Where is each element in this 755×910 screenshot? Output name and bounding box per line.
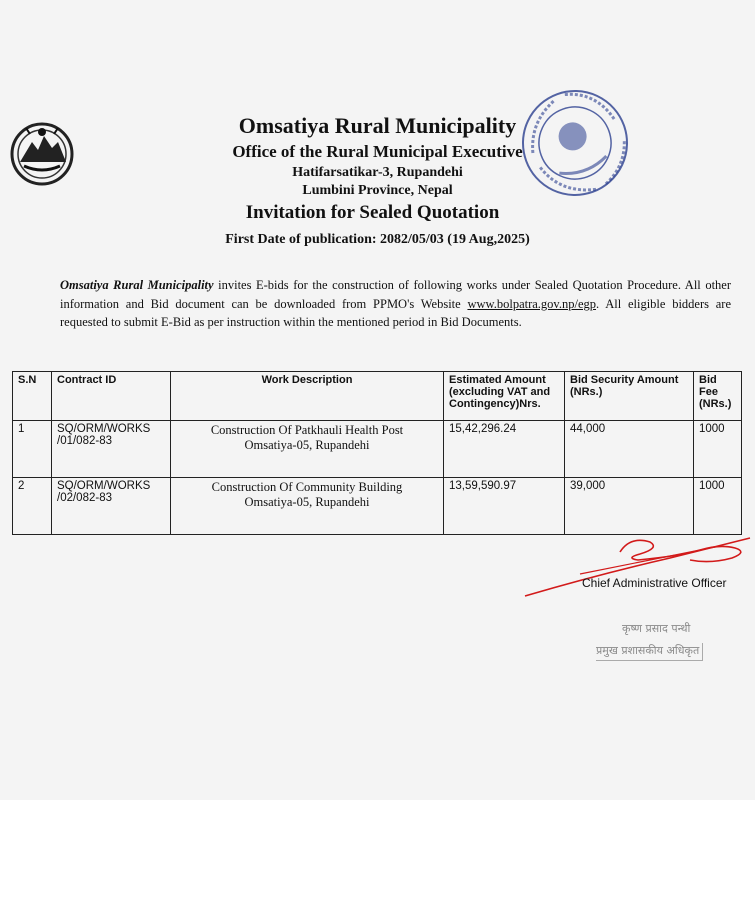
col-contract-id: Contract ID [52,372,171,421]
cell-work-description [171,478,444,535]
signatory-designation: Chief Administrative Officer [582,576,727,590]
address-line-2: Lumbini Province, Nepal [302,183,453,198]
office-title: Office of the Rural Municipal Executive [232,142,523,161]
org-title: Omsatiya Rural Municipality [238,113,517,138]
desc-line-2: Omsatiya-05, Rupandehi [244,495,370,509]
stamp-name: कृष्ण प्रसाद पन्थी [622,622,691,635]
publication-date: First Date of publication: 2082/05/03 (19 Aug,2025) [225,232,530,247]
cell-contract-id: SQ/ORM/WORKS /01/082-83 [52,421,171,478]
col-bid-fee: Bid Fee (NRs.) [694,372,742,421]
intro-text-2: . All eligible bidders are requested to submit E-Bid as per instruction within the mentioned period in Bid Documents. [60,296,732,329]
desc-line-1: Construction Of Patkhauli Health Post [210,423,404,437]
cell-bid-security: 39,000 [565,478,694,535]
col-sn: S.N [13,372,52,421]
cell-sn: 2 [13,478,52,535]
cell-contract-id: SQ/ORM/WORKS /02/082-83 [52,478,171,535]
col-estimated-amount: Estimated Amount (excluding VAT and Contingency)Nrs. [444,372,565,421]
stamp-designation: प्रमुख प्रशासकीय अधिकृत [596,643,703,661]
col-bid-security: Bid Security Amount (NRs.) [565,372,694,421]
table-row [13,478,742,535]
desc-line-2: Omsatiya-05, Rupandehi [244,438,370,452]
cell-bid-fee: 1000 [694,478,742,535]
intro-text-1: invites E-bids for the construction of following works under Sealed Quotation Procedure. All other information and Bid document can be downloaded from PPMO's Website [60,278,732,311]
cell-estimated-amount: 15,42,296.24 [444,421,565,478]
table-row [13,421,742,478]
cell-sn: 1 [13,421,52,478]
cell-estimated-amount: 13,59,590.97 [444,478,565,535]
intro-paragraph [60,276,731,332]
intro-org-name: Omsatiya Rural Municipality [60,278,214,292]
bid-table [12,371,742,535]
cell-work-description [171,421,444,478]
address-line-1: Hatifarsatikar-3, Rupandehi [292,165,463,180]
cell-bid-fee: 1000 [694,421,742,478]
col-work-description: Work Description [171,372,444,421]
desc-line-1: Construction Of Community Building [211,480,403,494]
notice-title: Invitation for Sealed Quotation [245,202,500,223]
table-header-row [13,372,742,421]
ppmo-website-link[interactable]: www.bolpatra.gov.np/egp [467,296,597,311]
cell-bid-security: 44,000 [565,421,694,478]
